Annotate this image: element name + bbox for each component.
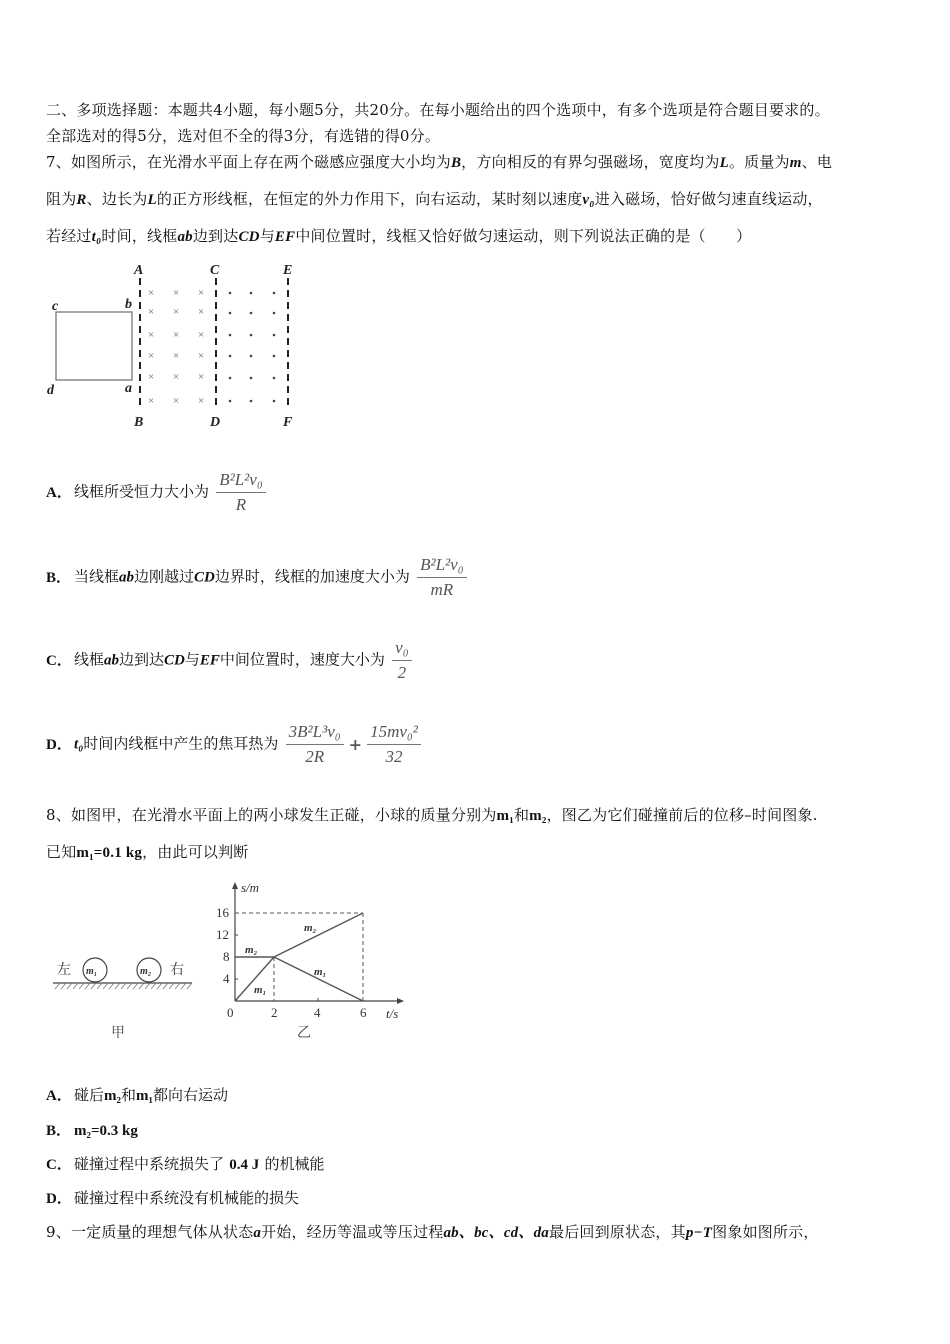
caption-yi: 乙 <box>297 1026 311 1041</box>
option-text: 和 <box>121 1086 137 1104</box>
denominator: 2 <box>397 663 407 682</box>
svg-text:×: × <box>198 287 205 299</box>
ground-hatching <box>55 983 192 989</box>
text: 已知 <box>46 843 77 861</box>
denominator: 2R <box>305 747 325 766</box>
option-label: A． <box>46 484 72 501</box>
x-axis-arrow-icon <box>397 998 404 1004</box>
option-text: 碰撞过程中系统没有机械能的损失 <box>74 1189 300 1207</box>
symbol-v0: v₀ <box>582 192 595 208</box>
symbol-m: m <box>789 155 802 171</box>
text: 7、如图所示，在光滑水平面上存在两个磁感应强度大小均为 <box>46 153 451 171</box>
y-tick-16: 16 <box>216 905 229 920</box>
numerator: B²L²v₀ <box>216 470 266 493</box>
ball-m2-label: m₂ <box>140 966 152 977</box>
label-B: B <box>134 415 144 430</box>
q9-stem-line1 <box>46 1222 819 1243</box>
symbol-ab: ab <box>104 652 120 669</box>
svg-text:×: × <box>173 329 180 341</box>
q8-figure-collision <box>45 945 195 1045</box>
svg-text:×: × <box>148 287 155 299</box>
symbol-CD: CD <box>194 569 215 586</box>
symbol-L: L <box>719 155 729 171</box>
option-label: D． <box>46 1191 72 1207</box>
option-label: D． <box>46 736 72 753</box>
label-D: D <box>210 415 221 430</box>
symbol-ab: ab <box>119 569 135 586</box>
symbol-m2: m₂ <box>104 1088 122 1104</box>
option-label: C． <box>46 1157 72 1173</box>
numerator: 15mv₀² <box>367 722 421 745</box>
q7-option-d[interactable] <box>46 722 423 767</box>
text: 开始，经历等温或等压过程 <box>261 1223 444 1241</box>
annotation-m2-before: m₂ <box>245 944 258 956</box>
q8-stem-line2 <box>46 842 249 863</box>
symbol-t0: t₀ <box>74 736 84 753</box>
text: 9、一定质量的理想气体从状态 <box>46 1223 254 1241</box>
field-into-page-crosses <box>148 287 204 407</box>
symbol-pT: p−T <box>685 1225 713 1241</box>
symbol-CD: CD <box>238 229 260 245</box>
text: 和 <box>513 806 530 824</box>
text: 最后回到原状态，其 <box>549 1223 686 1241</box>
label-right: 右 <box>170 963 184 978</box>
symbol-a: a <box>253 1225 262 1241</box>
symbol-m2: m₂ <box>529 808 547 824</box>
option-label: B． <box>46 569 72 586</box>
y-tick-8: 8 <box>223 949 230 964</box>
text: ，由此可以判断 <box>142 843 249 861</box>
label-A: A <box>134 263 144 278</box>
symbol-t0: t₀ <box>91 229 102 245</box>
energy-value: 0.4 J <box>229 1157 260 1173</box>
y-axis-arrow-icon <box>232 882 238 889</box>
denominator: 32 <box>385 747 403 766</box>
option-text: 与 <box>184 650 200 669</box>
formula-fraction <box>392 638 411 683</box>
x-tick-6: 6 <box>360 1005 367 1020</box>
annotation-m1-before: m₁ <box>254 984 267 996</box>
corner-label-b: b <box>125 297 132 312</box>
text: 图象如图所示， <box>712 1223 819 1241</box>
symbol-ab: ab <box>177 229 193 245</box>
x-tick-0: 0 <box>227 1005 234 1020</box>
option-text: 碰后 <box>74 1086 105 1104</box>
formula-fraction <box>216 470 266 515</box>
svg-text:×: × <box>148 306 155 318</box>
option-text: 当线框 <box>74 567 120 586</box>
option-text: 都向右运动 <box>153 1086 229 1104</box>
corner-label-d: d <box>47 383 54 398</box>
option-text: 线框所受恒力大小为 <box>74 482 210 501</box>
annotation-m2-after: m₂ <box>304 922 317 934</box>
formula-fraction <box>417 555 467 600</box>
text: 。质量为 <box>728 153 790 171</box>
text: 的正方形线框，在恒定的外力作用下，向右运动，某时刻以速度 <box>156 190 583 208</box>
label-left: 左 <box>57 963 71 978</box>
option-label: B． <box>46 1123 72 1139</box>
svg-text:×: × <box>148 371 155 383</box>
x-axis-label: t/s <box>386 1006 399 1021</box>
denominator: R <box>235 495 247 514</box>
formula-fraction-1 <box>286 722 344 767</box>
numerator: B²L²v₀ <box>417 555 467 578</box>
q8-option-b[interactable] <box>46 1119 138 1140</box>
q7-option-b[interactable] <box>46 555 469 600</box>
label-F: F <box>283 415 293 430</box>
symbol-m1: m₁ <box>496 808 514 824</box>
q8-option-c[interactable] <box>46 1153 325 1174</box>
svg-text:×: × <box>198 395 205 407</box>
option-text: 线框 <box>74 650 105 669</box>
svg-text:×: × <box>198 371 205 383</box>
svg-text:×: × <box>173 287 180 299</box>
annotation-m1-after: m₁ <box>314 966 327 978</box>
option-label: A． <box>46 1088 72 1104</box>
y-tick-4: 4 <box>223 971 230 986</box>
given-mass: m₁=0.1 kg <box>76 845 143 861</box>
label-E: E <box>283 263 293 278</box>
symbol-CD: CD <box>164 652 185 669</box>
svg-text:×: × <box>173 395 180 407</box>
q7-stem-line3 <box>46 226 751 247</box>
text: 边到达 <box>192 227 239 245</box>
numerator: v₀ <box>392 638 411 661</box>
q7-option-c[interactable] <box>46 638 414 683</box>
text: 、电 <box>801 153 833 171</box>
option-text: m₂=0.3 kg <box>74 1123 138 1139</box>
svg-text:×: × <box>198 329 205 341</box>
text: 8、如图甲，在光滑水平面上的两小球发生正碰，小球的质量分别为 <box>46 806 497 824</box>
q7-field-diagram <box>40 258 310 438</box>
x-tick-2: 2 <box>271 1005 278 1020</box>
wire-frame <box>56 312 132 380</box>
label-C: C <box>210 263 220 278</box>
text: ，方向相反的有界匀强磁场，宽度均为 <box>461 153 720 171</box>
q8-option-a[interactable] <box>46 1084 228 1105</box>
process-list: ab、bc、cd、da <box>443 1225 549 1241</box>
text: 与 <box>259 227 275 245</box>
option-text: 时间内线框中产生的焦耳热为 <box>83 734 279 753</box>
symbol-L: L <box>147 192 157 208</box>
q8-stem-line1 <box>46 805 818 826</box>
x-tick-4: 4 <box>314 1005 321 1020</box>
svg-text:×: × <box>148 329 155 341</box>
section-header-line2: 全部选对的得5分，选对但不全的得3分，有选错的得0分。 <box>46 127 441 145</box>
symbol-EF: EF <box>199 652 220 669</box>
symbol-R: R <box>76 192 87 208</box>
plus-sign: + <box>348 735 363 754</box>
field-out-of-page-dots <box>229 292 276 403</box>
q7-stem-line2 <box>46 189 823 210</box>
corner-label-a: a <box>125 381 132 396</box>
svg-text:×: × <box>198 350 205 362</box>
ball-m1-label: m₁ <box>86 966 98 977</box>
corner-label-c: c <box>52 299 59 314</box>
denominator: mR <box>430 580 454 599</box>
svg-text:×: × <box>148 350 155 362</box>
svg-text:×: × <box>198 306 205 318</box>
svg-text:×: × <box>173 306 180 318</box>
text: 若经过 <box>46 227 92 245</box>
q7-option-a[interactable] <box>46 470 268 515</box>
symbol-EF: EF <box>274 229 296 245</box>
text: 进入磁场，恰好做匀速直线运动， <box>594 190 823 208</box>
svg-text:×: × <box>148 395 155 407</box>
text: 中间位置时，线框又恰好做匀速运动，则下列说法正确的是（ ） <box>295 227 752 245</box>
symbol-m1: m₁ <box>136 1088 154 1104</box>
option-text: 的机械能 <box>264 1155 325 1173</box>
section-header-line1: 二、多项选择题：本题共4小题，每小题5分，共20分。在每小题给出的四个选项中，有多个选项是符合题目要求的。 <box>46 101 830 119</box>
caption-jia: 甲 <box>111 1026 125 1041</box>
text: 阻为 <box>46 190 77 208</box>
option-text: 边到达 <box>119 650 165 669</box>
q8-option-d[interactable] <box>46 1187 299 1208</box>
text: 时间，线框 <box>101 227 178 245</box>
option-text: 中间位置时，速度大小为 <box>219 650 385 669</box>
text: 、边长为 <box>86 190 148 208</box>
numerator: 3B²L³v₀ <box>286 722 344 745</box>
option-label: C． <box>46 652 72 669</box>
text: ，图乙为它们碰撞前后的位移–时间图象. <box>546 806 818 824</box>
svg-text:×: × <box>173 371 180 383</box>
q7-stem-line1 <box>46 152 832 173</box>
option-text: 边刚越过 <box>134 567 195 586</box>
series-m2-after <box>274 913 363 957</box>
option-text: 碰撞过程中系统损失了 <box>74 1155 225 1173</box>
symbol-B: B <box>450 155 462 171</box>
svg-text:×: × <box>173 350 180 362</box>
q8-st-graph <box>210 875 410 1045</box>
y-tick-12: 12 <box>216 927 229 942</box>
option-text: 边界时，线框的加速度大小为 <box>214 567 410 586</box>
y-axis-label: s/m <box>241 880 260 895</box>
formula-fraction-2 <box>367 722 421 767</box>
series-m1-after <box>274 957 363 1001</box>
